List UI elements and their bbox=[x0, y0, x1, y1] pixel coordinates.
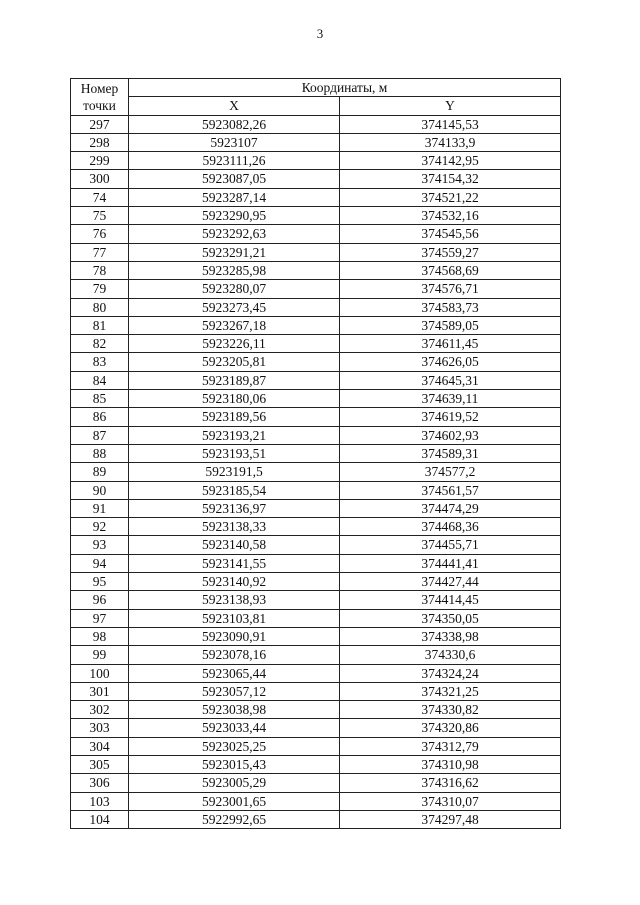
point-number-cell: 84 bbox=[71, 371, 129, 389]
table-row bbox=[71, 774, 561, 792]
x-coordinate-cell: 5923025,25 bbox=[129, 737, 340, 755]
y-coordinate-cell: 374532,16 bbox=[340, 207, 561, 225]
point-number-cell: 96 bbox=[71, 591, 129, 609]
y-coordinate-cell: 374427,44 bbox=[340, 573, 561, 591]
point-number-cell: 79 bbox=[71, 280, 129, 298]
y-coordinate-cell: 374576,71 bbox=[340, 280, 561, 298]
point-number-cell: 88 bbox=[71, 444, 129, 462]
x-coordinate-cell: 5923291,21 bbox=[129, 243, 340, 261]
table-row bbox=[71, 463, 561, 481]
x-coordinate-cell: 5923185,54 bbox=[129, 481, 340, 499]
point-number-cell: 301 bbox=[71, 682, 129, 700]
page-number: 3 bbox=[316, 26, 324, 41]
table-row bbox=[71, 243, 561, 261]
y-coordinate-cell: 374310,07 bbox=[340, 792, 561, 810]
x-coordinate-cell: 5923138,33 bbox=[129, 518, 340, 536]
y-coordinate-cell: 374455,71 bbox=[340, 536, 561, 554]
table-row bbox=[71, 682, 561, 700]
point-number-header-line1: Номер bbox=[80, 80, 119, 96]
table-row bbox=[71, 170, 561, 188]
y-coordinate-cell: 374312,79 bbox=[340, 737, 561, 755]
x-coordinate-cell: 5923001,65 bbox=[129, 792, 340, 810]
x-coordinate-cell: 5923189,56 bbox=[129, 408, 340, 426]
y-coordinate-cell: 374297,48 bbox=[340, 810, 561, 828]
x-coordinate-cell: 5923138,93 bbox=[129, 591, 340, 609]
x-coordinate-cell: 5923193,21 bbox=[129, 426, 340, 444]
x-coordinate-cell: 5923057,12 bbox=[129, 682, 340, 700]
table-row bbox=[71, 646, 561, 664]
table-header bbox=[71, 79, 561, 116]
point-number-cell: 298 bbox=[71, 133, 129, 151]
table-row bbox=[71, 664, 561, 682]
table-row bbox=[71, 152, 561, 170]
y-coordinate-cell: 374133,9 bbox=[340, 133, 561, 151]
table-row bbox=[71, 701, 561, 719]
coordinates-group-header: Координаты, м bbox=[129, 79, 561, 97]
point-number-header bbox=[71, 79, 129, 116]
table-row bbox=[71, 481, 561, 499]
y-coordinate-cell: 374583,73 bbox=[340, 298, 561, 316]
y-coordinate-cell: 374330,82 bbox=[340, 701, 561, 719]
point-number-cell: 90 bbox=[71, 481, 129, 499]
table-row bbox=[71, 719, 561, 737]
point-number-cell: 75 bbox=[71, 207, 129, 225]
x-coordinate-cell: 5923033,44 bbox=[129, 719, 340, 737]
y-coordinate-cell: 374338,98 bbox=[340, 627, 561, 645]
y-column-header: Y bbox=[340, 97, 561, 115]
y-coordinate-cell: 374350,05 bbox=[340, 609, 561, 627]
x-coordinate-cell: 5923090,91 bbox=[129, 627, 340, 645]
y-coordinate-cell: 374474,29 bbox=[340, 499, 561, 517]
y-coordinate-cell: 374568,69 bbox=[340, 261, 561, 279]
point-number-cell: 100 bbox=[71, 664, 129, 682]
point-number-cell: 78 bbox=[71, 261, 129, 279]
x-column-header: X bbox=[129, 97, 340, 115]
y-coordinate-cell: 374589,05 bbox=[340, 316, 561, 334]
y-coordinate-cell: 374561,57 bbox=[340, 481, 561, 499]
x-coordinate-cell: 5923038,98 bbox=[129, 701, 340, 719]
x-coordinate-cell: 5923180,06 bbox=[129, 390, 340, 408]
table-row bbox=[71, 261, 561, 279]
point-number-header-line2: точки bbox=[83, 97, 116, 113]
table-body bbox=[71, 115, 561, 829]
point-number-cell: 300 bbox=[71, 170, 129, 188]
point-number-cell: 97 bbox=[71, 609, 129, 627]
x-coordinate-cell: 5923193,51 bbox=[129, 444, 340, 462]
table-row bbox=[71, 390, 561, 408]
point-number-cell: 77 bbox=[71, 243, 129, 261]
y-coordinate-cell: 374626,05 bbox=[340, 353, 561, 371]
point-number-cell: 98 bbox=[71, 627, 129, 645]
point-number-cell: 76 bbox=[71, 225, 129, 243]
table-row bbox=[71, 554, 561, 572]
x-coordinate-cell: 5923141,55 bbox=[129, 554, 340, 572]
y-coordinate-cell: 374320,86 bbox=[340, 719, 561, 737]
point-number-cell: 94 bbox=[71, 554, 129, 572]
table-row bbox=[71, 792, 561, 810]
x-coordinate-cell: 5923191,5 bbox=[129, 463, 340, 481]
y-coordinate-cell: 374468,36 bbox=[340, 518, 561, 536]
x-coordinate-cell: 5923103,81 bbox=[129, 609, 340, 627]
point-number-cell: 74 bbox=[71, 188, 129, 206]
point-number-cell: 302 bbox=[71, 701, 129, 719]
point-number-cell: 299 bbox=[71, 152, 129, 170]
table-row bbox=[71, 444, 561, 462]
y-coordinate-cell: 374324,24 bbox=[340, 664, 561, 682]
point-number-cell: 297 bbox=[71, 115, 129, 133]
point-number-cell: 83 bbox=[71, 353, 129, 371]
point-number-cell: 93 bbox=[71, 536, 129, 554]
y-coordinate-cell: 374310,98 bbox=[340, 755, 561, 773]
table-row bbox=[71, 188, 561, 206]
y-coordinate-cell: 374321,25 bbox=[340, 682, 561, 700]
x-coordinate-cell: 5923078,16 bbox=[129, 646, 340, 664]
table-row bbox=[71, 536, 561, 554]
x-coordinate-cell: 5923107 bbox=[129, 133, 340, 151]
point-number-cell: 81 bbox=[71, 316, 129, 334]
table-row bbox=[71, 207, 561, 225]
table-row bbox=[71, 353, 561, 371]
point-number-cell: 91 bbox=[71, 499, 129, 517]
table-row bbox=[71, 408, 561, 426]
table-row bbox=[71, 609, 561, 627]
table-row bbox=[71, 627, 561, 645]
x-coordinate-cell: 5923140,58 bbox=[129, 536, 340, 554]
x-coordinate-cell: 5923005,29 bbox=[129, 774, 340, 792]
point-number-cell: 86 bbox=[71, 408, 129, 426]
point-number-cell: 89 bbox=[71, 463, 129, 481]
x-coordinate-cell: 5923292,63 bbox=[129, 225, 340, 243]
table-row bbox=[71, 810, 561, 828]
y-coordinate-cell: 374559,27 bbox=[340, 243, 561, 261]
point-number-cell: 306 bbox=[71, 774, 129, 792]
point-number-cell: 80 bbox=[71, 298, 129, 316]
y-coordinate-cell: 374521,22 bbox=[340, 188, 561, 206]
point-number-cell: 99 bbox=[71, 646, 129, 664]
y-coordinate-cell: 374589,31 bbox=[340, 444, 561, 462]
x-coordinate-cell: 5923015,43 bbox=[129, 755, 340, 773]
x-coordinate-cell: 5923273,45 bbox=[129, 298, 340, 316]
x-coordinate-cell: 5923226,11 bbox=[129, 335, 340, 353]
table-row bbox=[71, 115, 561, 133]
y-coordinate-cell: 374645,31 bbox=[340, 371, 561, 389]
x-coordinate-cell: 5923087,05 bbox=[129, 170, 340, 188]
table-row bbox=[71, 280, 561, 298]
y-coordinate-cell: 374330,6 bbox=[340, 646, 561, 664]
y-coordinate-cell: 374545,56 bbox=[340, 225, 561, 243]
table-row bbox=[71, 755, 561, 773]
point-number-cell: 92 bbox=[71, 518, 129, 536]
point-number-cell: 303 bbox=[71, 719, 129, 737]
table-row bbox=[71, 225, 561, 243]
y-coordinate-cell: 374316,62 bbox=[340, 774, 561, 792]
x-coordinate-cell: 5923205,81 bbox=[129, 353, 340, 371]
point-number-cell: 87 bbox=[71, 426, 129, 444]
table-row bbox=[71, 518, 561, 536]
table-row bbox=[71, 298, 561, 316]
x-coordinate-cell: 5923065,44 bbox=[129, 664, 340, 682]
table-row bbox=[71, 371, 561, 389]
y-coordinate-cell: 374414,45 bbox=[340, 591, 561, 609]
point-number-cell: 85 bbox=[71, 390, 129, 408]
table-row bbox=[71, 426, 561, 444]
x-coordinate-cell: 5923140,92 bbox=[129, 573, 340, 591]
table-row bbox=[71, 335, 561, 353]
x-coordinate-cell: 5923189,87 bbox=[129, 371, 340, 389]
y-coordinate-cell: 374142,95 bbox=[340, 152, 561, 170]
table-row bbox=[71, 591, 561, 609]
point-number-cell: 304 bbox=[71, 737, 129, 755]
table-row bbox=[71, 133, 561, 151]
x-coordinate-cell: 5923082,26 bbox=[129, 115, 340, 133]
y-coordinate-cell: 374577,2 bbox=[340, 463, 561, 481]
x-coordinate-cell: 5923285,98 bbox=[129, 261, 340, 279]
x-coordinate-cell: 5923267,18 bbox=[129, 316, 340, 334]
x-coordinate-cell: 5923287,14 bbox=[129, 188, 340, 206]
x-coordinate-cell: 5923111,26 bbox=[129, 152, 340, 170]
y-coordinate-cell: 374611,45 bbox=[340, 335, 561, 353]
y-coordinate-cell: 374619,52 bbox=[340, 408, 561, 426]
y-coordinate-cell: 374441,41 bbox=[340, 554, 561, 572]
table-row bbox=[71, 737, 561, 755]
y-coordinate-cell: 374602,93 bbox=[340, 426, 561, 444]
table-row bbox=[71, 573, 561, 591]
point-number-cell: 305 bbox=[71, 755, 129, 773]
x-coordinate-cell: 5923136,97 bbox=[129, 499, 340, 517]
y-coordinate-cell: 374145,53 bbox=[340, 115, 561, 133]
y-coordinate-cell: 374154,32 bbox=[340, 170, 561, 188]
point-number-cell: 103 bbox=[71, 792, 129, 810]
table-row bbox=[71, 316, 561, 334]
point-number-cell: 95 bbox=[71, 573, 129, 591]
x-coordinate-cell: 5923290,95 bbox=[129, 207, 340, 225]
x-coordinate-cell: 5923280,07 bbox=[129, 280, 340, 298]
x-coordinate-cell: 5922992,65 bbox=[129, 810, 340, 828]
y-coordinate-cell: 374639,11 bbox=[340, 390, 561, 408]
point-number-cell: 82 bbox=[71, 335, 129, 353]
coordinates-table bbox=[70, 78, 561, 829]
table-row bbox=[71, 499, 561, 517]
point-number-cell: 104 bbox=[71, 810, 129, 828]
